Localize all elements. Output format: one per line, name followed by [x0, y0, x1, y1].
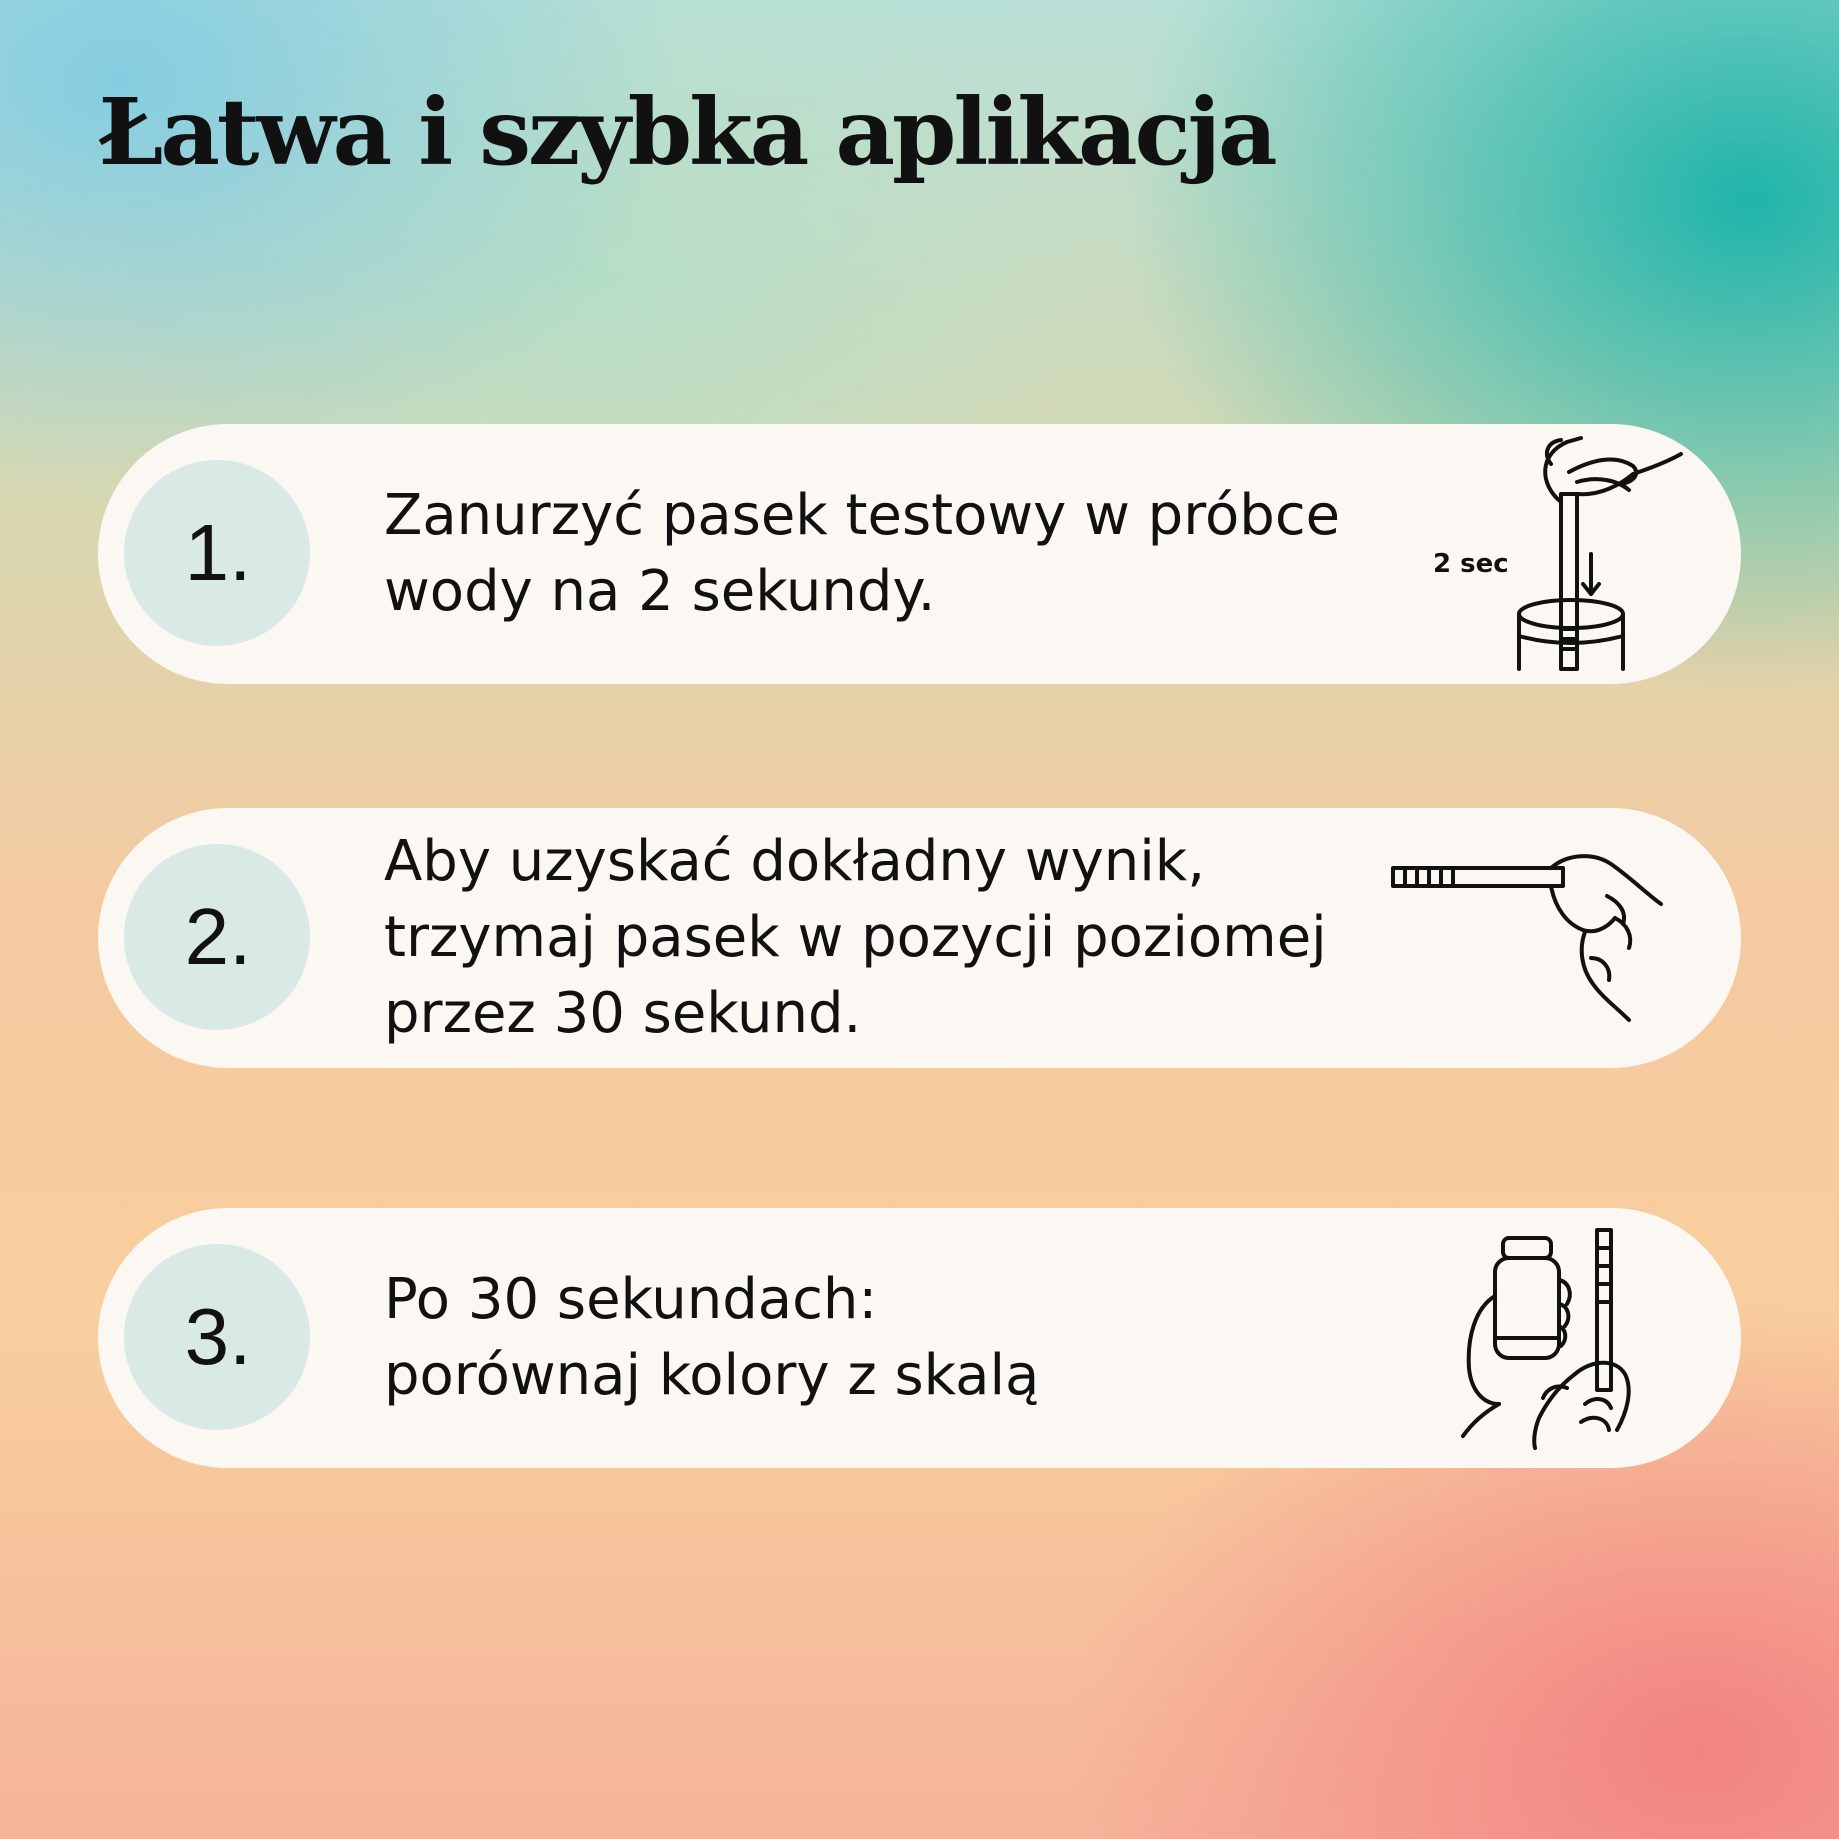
compare-strip-with-bottle-icon [1371, 1208, 1691, 1468]
step-text-line: przez 30 sekund. [384, 981, 862, 1046]
step-number: 1. [184, 508, 252, 597]
step-text [384, 424, 1434, 684]
step-text [384, 808, 1434, 1068]
step-number: 2. [184, 892, 252, 981]
step-text-line: Aby uzyskać dokładny wynik, [384, 829, 1206, 894]
step-number-badge [124, 844, 310, 1030]
page-title: Łatwa i szybka aplikacja [98, 78, 1275, 186]
step-number-badge [124, 460, 310, 646]
hold-strip-horizontal-icon [1371, 808, 1691, 1068]
step-card-3 [98, 1208, 1741, 1468]
step-number-badge [124, 1244, 310, 1430]
step-text [384, 1208, 1434, 1468]
duration-label: 2 sec [1433, 549, 1509, 579]
step-text-line: trzymaj pasek w pozycji poziomej [384, 905, 1327, 970]
step-card-1 [98, 424, 1741, 684]
step-card-2 [98, 808, 1741, 1068]
dip-strip-in-water-icon [1371, 424, 1691, 684]
step-text-line: Po 30 sekundach: [384, 1267, 878, 1332]
step-text-line: porównaj kolory z skalą [384, 1343, 1040, 1408]
step-number: 3. [184, 1292, 252, 1381]
step-text-line: wody na 2 sekundy. [384, 559, 936, 624]
step-text-line: Zanurzyć pasek testowy w próbce [384, 483, 1341, 548]
